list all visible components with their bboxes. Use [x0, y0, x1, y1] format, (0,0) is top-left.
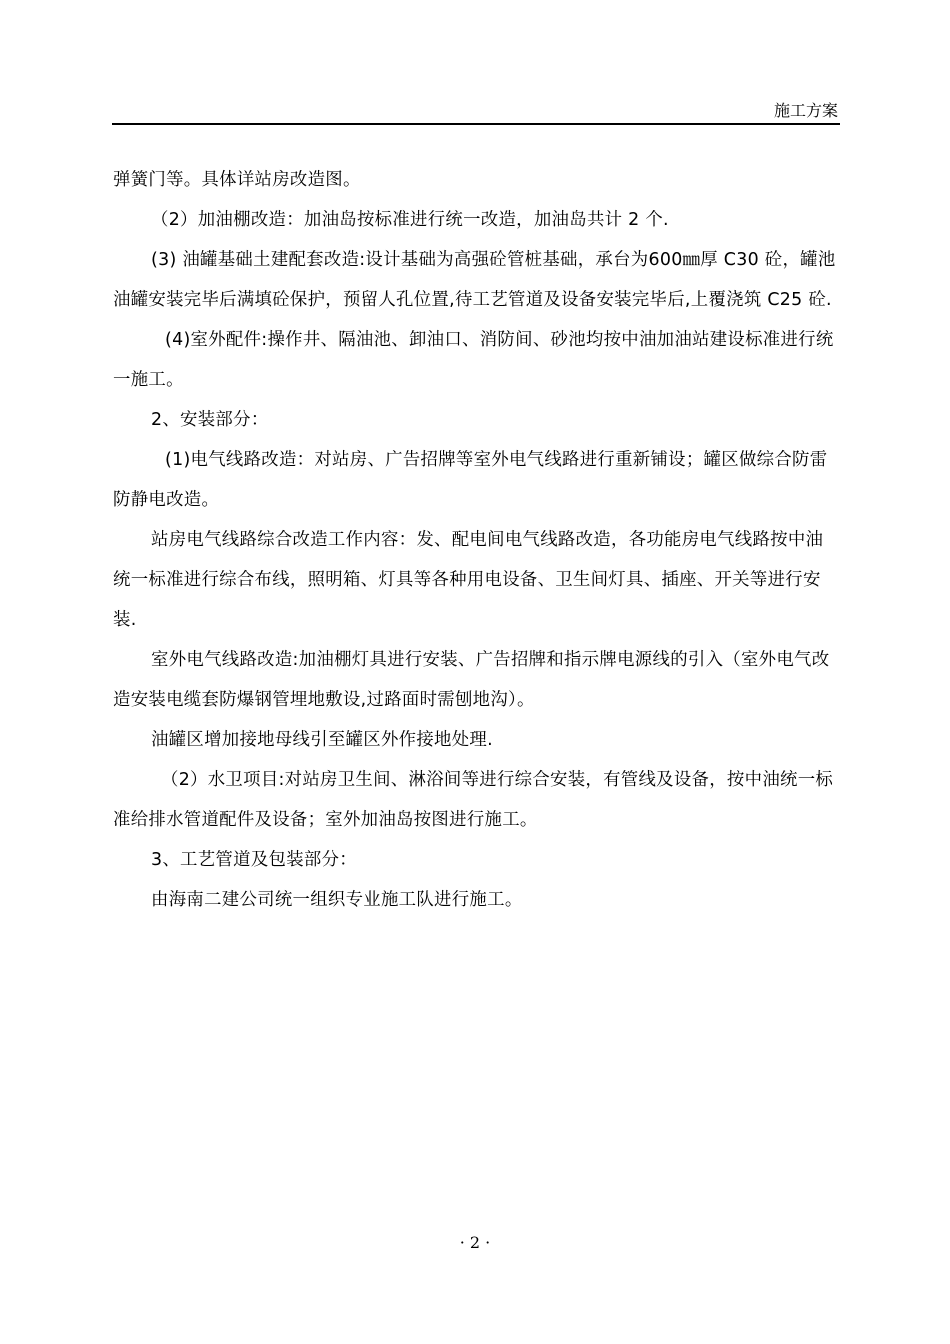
- paragraph-5: (1)电气线路改造：对站房、广告招牌等室外电气线路进行重新铺设；罐区做综合防雷防静电改造。: [113, 450, 828, 510]
- paragraph-4: (4)室外配件:操作井、隔油池、卸油口、消防间、砂池均按中油加油站建设标准进行统一施工。: [113, 330, 834, 390]
- paragraph-6: 站房电气线路综合改造工作内容：发、配电间电气线路改造，各功能房电气线路按中油统一标准进行综合布线，照明箱、灯具等各种用电设备、卫生间灯具、插座、开关等进行安装.: [113, 530, 824, 630]
- paragraph-9: （2）水卫项目:对站房卫生间、淋浴间等进行综合安装，有管线及设备，按中油统一标准给排水管道配件及设备；室外加油岛按图进行施工。: [113, 770, 834, 830]
- page-number: · 2 ·: [459, 1233, 491, 1252]
- paragraph-1: 弹簧门等。具体详站房改造图。: [113, 170, 361, 190]
- paragraph-8: 油罐区增加接地母线引至罐区外作接地处理.: [151, 730, 493, 750]
- header-title: 施工方案: [773, 101, 838, 120]
- paragraph-3: (3) 油罐基础土建配套改造:设计基础为高强砼管桩基础，承台为600㎜厚 C30 砼，罐池油罐安装完毕后满填砼保护，预留人孔位置,待工艺管道及设备安装完毕后,上覆浇筑 C25 砼.: [113, 250, 836, 310]
- paragraph-2: （2）加油棚改造：加油岛按标准进行统一改造，加油岛共计 2 个.: [151, 210, 669, 230]
- section-heading-pipeline: 3、工艺管道及包装部分：: [151, 850, 357, 870]
- document-body: [113, 160, 840, 920]
- paragraph-7: 室外电气线路改造:加油棚灯具进行安装、广告招牌和指示牌电源线的引入（室外电气改造安装电缆套防爆钢管埋地敷设,过路面时需刨地沟）。: [113, 650, 830, 710]
- header-divider: [112, 123, 840, 125]
- paragraph-10: 由海南二建公司统一组织专业施工队进行施工。: [151, 890, 523, 910]
- section-heading-install: 2、安装部分：: [151, 410, 269, 430]
- page-header: [112, 96, 840, 126]
